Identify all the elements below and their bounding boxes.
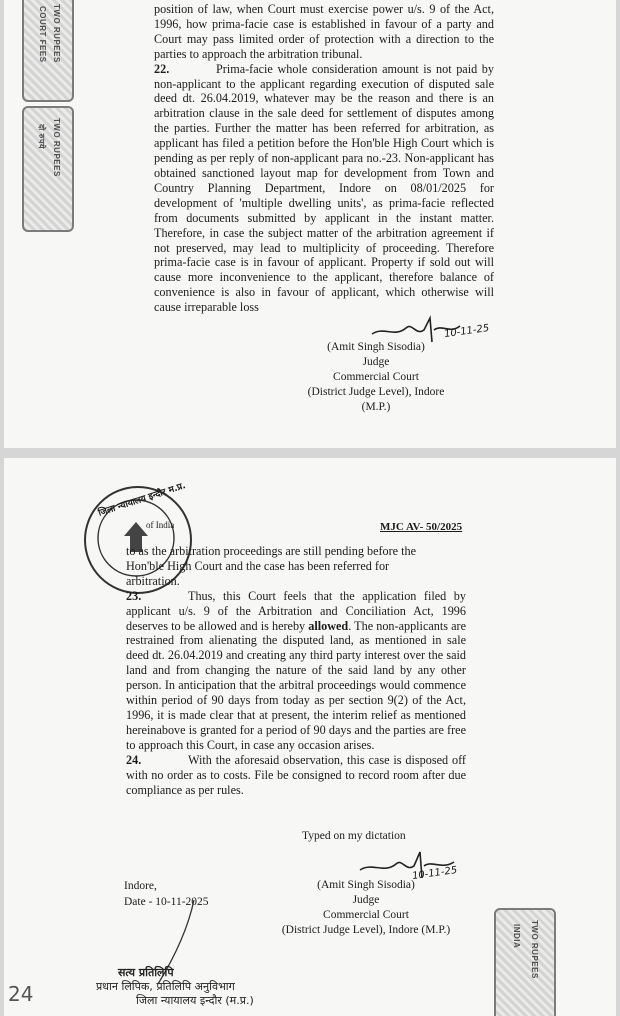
page2-body — [126, 544, 466, 797]
paragraph-continued-line-3: arbitration. — [126, 573, 180, 588]
stamp-label: COURT FEES — [38, 6, 47, 63]
court-level: (District Judge Level), Indore (M.P.) — [281, 924, 451, 936]
copy-court-label: जिला न्यायालय इन्दौर (म.प्र.) — [136, 994, 254, 1007]
stamp-label: दो रुपये — [37, 124, 46, 150]
stamp-label: TWO RUPEES — [530, 920, 539, 979]
judge-name: (Amit Singh Sisodia) — [317, 879, 415, 891]
judge-signature-block — [266, 878, 466, 938]
seal-text: जिला न्यायालय इन्दौर म.प्र. — [97, 481, 188, 519]
stamp-label: TWO RUPEES — [52, 118, 61, 177]
paragraph-22 — [154, 62, 494, 315]
paragraph-number: 23. — [126, 588, 142, 603]
court-fee-stamp-bottom — [494, 908, 556, 1016]
page1-body — [154, 2, 494, 315]
judge-title: Judge — [352, 894, 380, 906]
court-level: (District Judge Level), Indore (M.P.) — [307, 386, 445, 413]
court-name: Commercial Court — [333, 371, 419, 383]
copy-clerk-label: प्रधान लिपिक, प्रतिलिपि अनुविभाग — [96, 980, 235, 993]
paragraph-text: . The non-applicants are restrained from alienating the disputed land, as mentioned in sale deed dt. 26.04.2019 and creating any third party interest over the said land and from changing the nature of the said land by any other person. In anticipation that the arbitral proceedings would commence within period of 90 days from today as per section 9(2) of the Act, 1996, it is made clear that at present, the interim relief as mentioned hereinabove is granted for a period of 90 days and the parties are free to approach this Court, in case any occasion arises. — [126, 618, 466, 752]
true-copy-label: सत्य प्रतिलिपि — [118, 966, 174, 979]
dictation-note: Typed on my dictation — [302, 830, 406, 842]
stamp-label: INDIA — [512, 924, 521, 949]
court-fee-stamp-top — [22, 0, 74, 102]
margin-number: 24 — [8, 982, 34, 1006]
judge-signature-block — [296, 340, 456, 415]
court-name: Commercial Court — [323, 909, 409, 921]
paragraph-intro: position of law, when Court must exercise power u/s. 9 of the Act, 1996, how prima-facie case is established in favour of a party and Court may pass limited order of protection with a direction to the parties to approach the arbitration tribunal. — [154, 2, 494, 61]
paragraph-number: 22. — [154, 61, 170, 76]
paragraph-23 — [126, 589, 466, 753]
paragraph-number: 24. — [126, 752, 142, 767]
signature-date: 10-11-25 — [411, 864, 458, 883]
place: Indore, — [124, 880, 157, 892]
judge-name: (Amit Singh Sisodia) — [327, 341, 425, 353]
court-fee-stamp-middle — [22, 106, 74, 232]
document-page-2 — [4, 458, 616, 1016]
paragraph-text: Thus, this Court feels that the application filed by applicant u/s. 9 of the Arbitration and Conciliation Act, 1996 deserves to be allowed and is hereby — [126, 588, 466, 633]
paragraph-24 — [126, 753, 466, 798]
case-number: MJC AV- 50/2025 — [380, 521, 463, 533]
seal-emblem-label: of India — [146, 520, 175, 530]
paragraph-text: Prima-facie whole consideration amount is not paid by non-applicant to the applicant regarding execution of disputed sale deed dt. 26.04.2019, whatever may be the reason and there is an arbitration clause in the sale deed for settlement of disputes among the parties. Further the matter has been referred for arbitration, as applicant has filed a petition before the Hon'ble High Court which is pending as per reply of non-applicant para no.-23. Non-applicant has obtained sanctioned layout map for development from Town and Country Planning Department, Indore on 08/01/2025 for development of 'multiple dwelling units', as prima-facie reflected from documents submitted by applicant in the instant matter. Therefore, in case the subject matter of the arbitration agreement if not preserved, may lead to multiplicity of proceeding. Therefore prima-facie case is in favour of applicant. Property if sold out will cause more inconvenience to the applicant, therefore balance of convenience is also in favour of applicant, which otherwise will cause irreparable loss — [154, 61, 494, 315]
paragraph-continued-line-1: to as the arbitration proceedings are still pending before the — [126, 544, 417, 558]
order-date: Date - 10-11-2025 — [124, 896, 209, 908]
judge-title: Judge — [362, 356, 390, 368]
paragraph-continued-line-2: Hon'ble High Court and the case has been referred for — [126, 558, 390, 573]
document-page-1 — [4, 0, 616, 448]
signature-date: 10-11-25 — [443, 322, 490, 341]
allowed-text: allowed — [308, 618, 349, 633]
true-copy-stamp — [96, 966, 254, 1008]
paragraph-text: With the aforesaid observation, this case is disposed off with no order as to costs. File be consigned to record room after due compliance as per rules. — [126, 752, 466, 797]
stamp-label: TWO RUPEES — [52, 4, 61, 63]
